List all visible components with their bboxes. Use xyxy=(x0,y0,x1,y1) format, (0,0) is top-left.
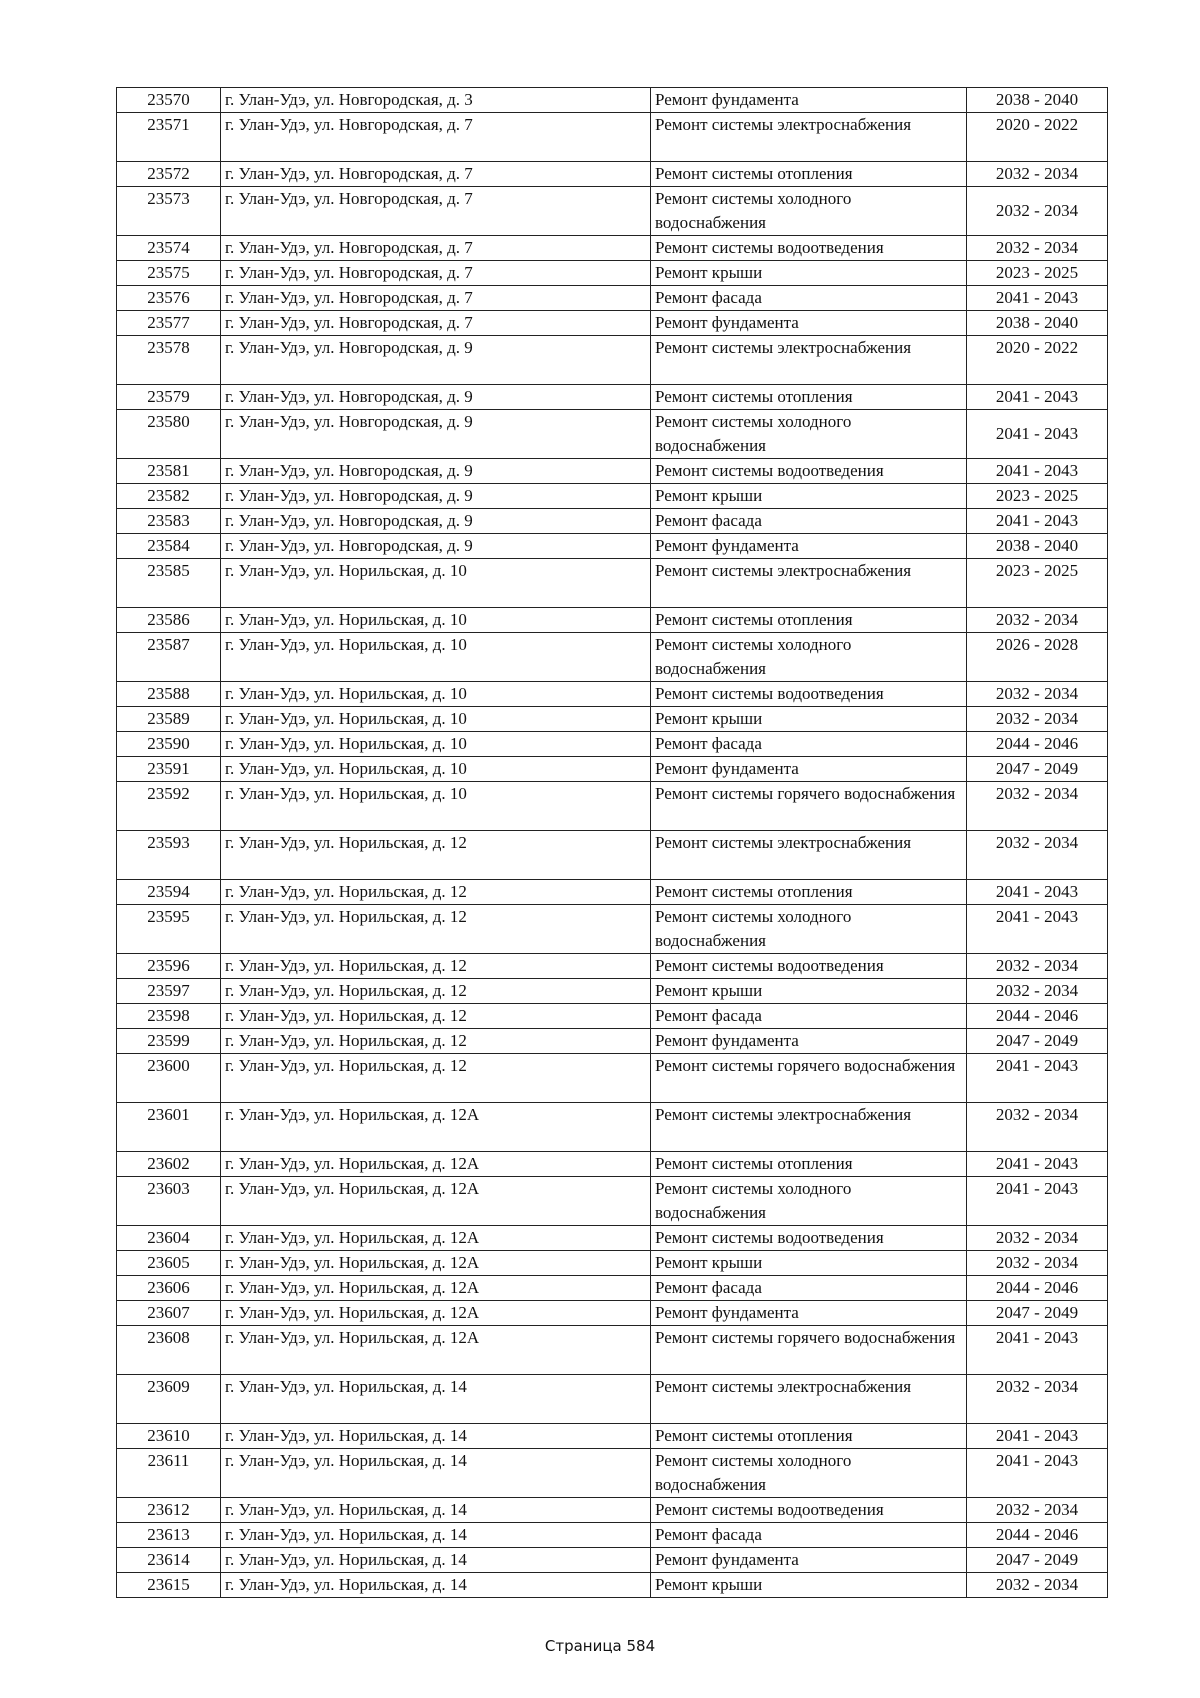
period-cell: 2041 - 2043 xyxy=(967,1177,1108,1226)
period-cell: 2041 - 2043 xyxy=(967,459,1108,484)
work-type-cell: Ремонт системы отопления xyxy=(651,880,967,905)
period-cell: 2038 - 2040 xyxy=(967,534,1108,559)
work-type-cell: Ремонт системы электроснабжения xyxy=(651,1103,967,1152)
table-row xyxy=(117,1326,1108,1375)
period-cell: 2032 - 2034 xyxy=(967,979,1108,1004)
table-row xyxy=(117,1276,1108,1301)
period-cell: 2032 - 2034 xyxy=(967,1226,1108,1251)
work-type-cell: Ремонт системы горячего водоснабжения xyxy=(651,782,967,831)
period-cell: 2044 - 2046 xyxy=(967,732,1108,757)
address-cell: г. Улан-Удэ, ул. Норильская, д. 10 xyxy=(221,732,651,757)
period-cell: 2044 - 2046 xyxy=(967,1004,1108,1029)
work-type-cell: Ремонт фундамента xyxy=(651,1301,967,1326)
row-number-cell: 23590 xyxy=(117,732,221,757)
address-cell: г. Улан-Удэ, ул. Норильская, д. 12 xyxy=(221,1029,651,1054)
period-cell: 2041 - 2043 xyxy=(967,1054,1108,1103)
row-number-cell: 23593 xyxy=(117,831,221,880)
address-cell: г. Улан-Удэ, ул. Норильская, д. 12 xyxy=(221,880,651,905)
table-row xyxy=(117,1177,1108,1226)
row-number-cell: 23570 xyxy=(117,88,221,113)
work-type-cell: Ремонт системы электроснабжения xyxy=(651,113,967,162)
table-row xyxy=(117,236,1108,261)
period-cell: 2038 - 2040 xyxy=(967,88,1108,113)
period-cell: 2041 - 2043 xyxy=(967,1424,1108,1449)
table-row xyxy=(117,1251,1108,1276)
address-cell: г. Улан-Удэ, ул. Норильская, д. 14 xyxy=(221,1375,651,1424)
row-number-cell: 23611 xyxy=(117,1449,221,1498)
period-cell: 2032 - 2034 xyxy=(967,1573,1108,1598)
address-cell: г. Улан-Удэ, ул. Новгородская, д. 9 xyxy=(221,336,651,385)
work-type-cell: Ремонт системы электроснабжения xyxy=(651,831,967,880)
address-cell: г. Улан-Удэ, ул. Норильская, д. 12 xyxy=(221,1004,651,1029)
table-row xyxy=(117,1523,1108,1548)
row-number-cell: 23603 xyxy=(117,1177,221,1226)
work-type-cell: Ремонт системы водоотведения xyxy=(651,459,967,484)
row-number-cell: 23598 xyxy=(117,1004,221,1029)
row-number-cell: 23588 xyxy=(117,682,221,707)
period-cell: 2041 - 2043 xyxy=(967,905,1108,954)
address-cell: г. Улан-Удэ, ул. Норильская, д. 12А xyxy=(221,1226,651,1251)
table-row xyxy=(117,1103,1108,1152)
row-number-cell: 23606 xyxy=(117,1276,221,1301)
period-cell: 2020 - 2022 xyxy=(967,113,1108,162)
address-cell: г. Улан-Удэ, ул. Норильская, д. 12 xyxy=(221,1054,651,1103)
row-number-cell: 23577 xyxy=(117,311,221,336)
period-cell: 2032 - 2034 xyxy=(967,162,1108,187)
table-row xyxy=(117,261,1108,286)
address-cell: г. Улан-Удэ, ул. Новгородская, д. 7 xyxy=(221,286,651,311)
period-cell: 2023 - 2025 xyxy=(967,484,1108,509)
period-cell: 2041 - 2043 xyxy=(967,410,1108,459)
table-row xyxy=(117,608,1108,633)
address-cell: г. Улан-Удэ, ул. Норильская, д. 10 xyxy=(221,682,651,707)
period-cell: 2044 - 2046 xyxy=(967,1276,1108,1301)
period-cell: 2032 - 2034 xyxy=(967,707,1108,732)
row-number-cell: 23613 xyxy=(117,1523,221,1548)
period-cell: 2032 - 2034 xyxy=(967,682,1108,707)
work-type-cell: Ремонт крыши xyxy=(651,1573,967,1598)
address-cell: г. Улан-Удэ, ул. Норильская, д. 14 xyxy=(221,1424,651,1449)
work-type-cell: Ремонт системы отопления xyxy=(651,608,967,633)
address-cell: г. Улан-Удэ, ул. Норильская, д. 10 xyxy=(221,782,651,831)
work-type-cell: Ремонт крыши xyxy=(651,261,967,286)
table-row xyxy=(117,954,1108,979)
row-number-cell: 23576 xyxy=(117,286,221,311)
row-number-cell: 23573 xyxy=(117,187,221,236)
table-row xyxy=(117,757,1108,782)
work-type-cell: Ремонт системы водоотведения xyxy=(651,1498,967,1523)
row-number-cell: 23596 xyxy=(117,954,221,979)
table-row xyxy=(117,1029,1108,1054)
table-row xyxy=(117,113,1108,162)
table-row xyxy=(117,1226,1108,1251)
row-number-cell: 23583 xyxy=(117,509,221,534)
address-cell: г. Улан-Удэ, ул. Норильская, д. 12 xyxy=(221,954,651,979)
page-number: Страница 584 xyxy=(544,1637,656,1655)
row-number-cell: 23604 xyxy=(117,1226,221,1251)
table-row xyxy=(117,1449,1108,1498)
work-type-cell: Ремонт фундамента xyxy=(651,311,967,336)
period-cell: 2038 - 2040 xyxy=(967,311,1108,336)
table-row xyxy=(117,880,1108,905)
row-number-cell: 23572 xyxy=(117,162,221,187)
period-cell: 2041 - 2043 xyxy=(967,880,1108,905)
address-cell: г. Улан-Удэ, ул. Новгородская, д. 9 xyxy=(221,385,651,410)
table-row xyxy=(117,1424,1108,1449)
table-row xyxy=(117,1152,1108,1177)
row-number-cell: 23615 xyxy=(117,1573,221,1598)
work-type-cell: Ремонт системы горячего водоснабжения xyxy=(651,1326,967,1375)
repair-schedule-table xyxy=(116,87,1108,1598)
address-cell: г. Улан-Удэ, ул. Новгородская, д. 3 xyxy=(221,88,651,113)
period-cell: 2032 - 2034 xyxy=(967,782,1108,831)
address-cell: г. Улан-Удэ, ул. Новгородская, д. 9 xyxy=(221,484,651,509)
work-type-cell: Ремонт системы холодного водоснабжения xyxy=(651,187,967,236)
row-number-cell: 23608 xyxy=(117,1326,221,1375)
table-row xyxy=(117,707,1108,732)
period-cell: 2041 - 2043 xyxy=(967,1326,1108,1375)
table-row xyxy=(117,459,1108,484)
period-cell: 2047 - 2049 xyxy=(967,1029,1108,1054)
address-cell: г. Улан-Удэ, ул. Норильская, д. 14 xyxy=(221,1498,651,1523)
row-number-cell: 23600 xyxy=(117,1054,221,1103)
table-row xyxy=(117,1548,1108,1573)
work-type-cell: Ремонт крыши xyxy=(651,1251,967,1276)
row-number-cell: 23614 xyxy=(117,1548,221,1573)
work-type-cell: Ремонт системы водоотведения xyxy=(651,682,967,707)
table-row xyxy=(117,484,1108,509)
work-type-cell: Ремонт фундамента xyxy=(651,1029,967,1054)
work-type-cell: Ремонт системы холодного водоснабжения xyxy=(651,633,967,682)
work-type-cell: Ремонт системы отопления xyxy=(651,162,967,187)
work-type-cell: Ремонт фундамента xyxy=(651,1548,967,1573)
address-cell: г. Улан-Удэ, ул. Норильская, д. 10 xyxy=(221,559,651,608)
address-cell: г. Улан-Удэ, ул. Новгородская, д. 7 xyxy=(221,187,651,236)
work-type-cell: Ремонт системы водоотведения xyxy=(651,236,967,261)
row-number-cell: 23578 xyxy=(117,336,221,385)
address-cell: г. Улан-Удэ, ул. Норильская, д. 10 xyxy=(221,633,651,682)
work-type-cell: Ремонт фундамента xyxy=(651,534,967,559)
period-cell: 2032 - 2034 xyxy=(967,831,1108,880)
table-row xyxy=(117,1301,1108,1326)
row-number-cell: 23571 xyxy=(117,113,221,162)
work-type-cell: Ремонт фасада xyxy=(651,509,967,534)
work-type-cell: Ремонт системы холодного водоснабжения xyxy=(651,1177,967,1226)
table-row xyxy=(117,88,1108,113)
work-type-cell: Ремонт системы водоотведения xyxy=(651,954,967,979)
row-number-cell: 23587 xyxy=(117,633,221,682)
address-cell: г. Улан-Удэ, ул. Норильская, д. 14 xyxy=(221,1523,651,1548)
row-number-cell: 23575 xyxy=(117,261,221,286)
work-type-cell: Ремонт системы водоотведения xyxy=(651,1226,967,1251)
row-number-cell: 23586 xyxy=(117,608,221,633)
row-number-cell: 23579 xyxy=(117,385,221,410)
table-row xyxy=(117,905,1108,954)
table-row xyxy=(117,311,1108,336)
address-cell: г. Улан-Удэ, ул. Норильская, д. 12А xyxy=(221,1177,651,1226)
period-cell: 2032 - 2034 xyxy=(967,1498,1108,1523)
period-cell: 2023 - 2025 xyxy=(967,559,1108,608)
address-cell: г. Улан-Удэ, ул. Новгородская, д. 7 xyxy=(221,311,651,336)
address-cell: г. Улан-Удэ, ул. Норильская, д. 10 xyxy=(221,707,651,732)
table-row xyxy=(117,682,1108,707)
address-cell: г. Улан-Удэ, ул. Норильская, д. 12А xyxy=(221,1251,651,1276)
table-row xyxy=(117,633,1108,682)
row-number-cell: 23584 xyxy=(117,534,221,559)
table-row xyxy=(117,559,1108,608)
work-type-cell: Ремонт системы электроснабжения xyxy=(651,336,967,385)
period-cell: 2032 - 2034 xyxy=(967,1251,1108,1276)
period-cell: 2032 - 2034 xyxy=(967,1103,1108,1152)
row-number-cell: 23581 xyxy=(117,459,221,484)
row-number-cell: 23580 xyxy=(117,410,221,459)
work-type-cell: Ремонт фасада xyxy=(651,286,967,311)
row-number-cell: 23597 xyxy=(117,979,221,1004)
period-cell: 2032 - 2034 xyxy=(967,187,1108,236)
work-type-cell: Ремонт фундамента xyxy=(651,757,967,782)
row-number-cell: 23607 xyxy=(117,1301,221,1326)
table-row xyxy=(117,831,1108,880)
table-row xyxy=(117,732,1108,757)
row-number-cell: 23595 xyxy=(117,905,221,954)
work-type-cell: Ремонт системы отопления xyxy=(651,1424,967,1449)
address-cell: г. Улан-Удэ, ул. Новгородская, д. 7 xyxy=(221,162,651,187)
period-cell: 2041 - 2043 xyxy=(967,1152,1108,1177)
work-type-cell: Ремонт фундамента xyxy=(651,88,967,113)
row-number-cell: 23585 xyxy=(117,559,221,608)
period-cell: 2023 - 2025 xyxy=(967,261,1108,286)
table-row xyxy=(117,1375,1108,1424)
address-cell: г. Улан-Удэ, ул. Норильская, д. 14 xyxy=(221,1573,651,1598)
address-cell: г. Улан-Удэ, ул. Новгородская, д. 7 xyxy=(221,113,651,162)
address-cell: г. Улан-Удэ, ул. Норильская, д. 12А xyxy=(221,1301,651,1326)
period-cell: 2047 - 2049 xyxy=(967,1548,1108,1573)
table-row xyxy=(117,187,1108,236)
row-number-cell: 23594 xyxy=(117,880,221,905)
address-cell: г. Улан-Удэ, ул. Норильская, д. 12 xyxy=(221,831,651,880)
work-type-cell: Ремонт системы отопления xyxy=(651,1152,967,1177)
table-row xyxy=(117,162,1108,187)
row-number-cell: 23591 xyxy=(117,757,221,782)
row-number-cell: 23609 xyxy=(117,1375,221,1424)
table-row xyxy=(117,979,1108,1004)
address-cell: г. Улан-Удэ, ул. Норильская, д. 12 xyxy=(221,979,651,1004)
period-cell: 2032 - 2034 xyxy=(967,1375,1108,1424)
address-cell: г. Улан-Удэ, ул. Норильская, д. 12А xyxy=(221,1103,651,1152)
address-cell: г. Улан-Удэ, ул. Новгородская, д. 9 xyxy=(221,534,651,559)
period-cell: 2026 - 2028 xyxy=(967,633,1108,682)
address-cell: г. Улан-Удэ, ул. Новгородская, д. 7 xyxy=(221,236,651,261)
address-cell: г. Улан-Удэ, ул. Новгородская, д. 9 xyxy=(221,459,651,484)
table-row xyxy=(117,509,1108,534)
row-number-cell: 23610 xyxy=(117,1424,221,1449)
work-type-cell: Ремонт системы электроснабжения xyxy=(651,1375,967,1424)
table-row xyxy=(117,286,1108,311)
table-row xyxy=(117,782,1108,831)
table-row xyxy=(117,1004,1108,1029)
work-type-cell: Ремонт крыши xyxy=(651,707,967,732)
work-type-cell: Ремонт системы горячего водоснабжения xyxy=(651,1054,967,1103)
period-cell: 2032 - 2034 xyxy=(967,236,1108,261)
address-cell: г. Улан-Удэ, ул. Новгородская, д. 9 xyxy=(221,509,651,534)
work-type-cell: Ремонт системы отопления xyxy=(651,385,967,410)
row-number-cell: 23602 xyxy=(117,1152,221,1177)
period-cell: 2032 - 2034 xyxy=(967,954,1108,979)
period-cell: 2041 - 2043 xyxy=(967,286,1108,311)
table-row xyxy=(117,1573,1108,1598)
period-cell: 2047 - 2049 xyxy=(967,1301,1108,1326)
row-number-cell: 23592 xyxy=(117,782,221,831)
row-number-cell: 23582 xyxy=(117,484,221,509)
address-cell: г. Улан-Удэ, ул. Новгородская, д. 9 xyxy=(221,410,651,459)
row-number-cell: 23574 xyxy=(117,236,221,261)
address-cell: г. Улан-Удэ, ул. Норильская, д. 14 xyxy=(221,1449,651,1498)
work-type-cell: Ремонт фасада xyxy=(651,1276,967,1301)
table-row xyxy=(117,385,1108,410)
row-number-cell: 23612 xyxy=(117,1498,221,1523)
work-type-cell: Ремонт крыши xyxy=(651,979,967,1004)
table-row xyxy=(117,336,1108,385)
table-row xyxy=(117,1498,1108,1523)
address-cell: г. Улан-Удэ, ул. Норильская, д. 12А xyxy=(221,1276,651,1301)
work-type-cell: Ремонт фасада xyxy=(651,732,967,757)
address-cell: г. Улан-Удэ, ул. Норильская, д. 10 xyxy=(221,757,651,782)
period-cell: 2020 - 2022 xyxy=(967,336,1108,385)
table-row xyxy=(117,410,1108,459)
period-cell: 2032 - 2034 xyxy=(967,608,1108,633)
table-row xyxy=(117,1054,1108,1103)
table-row xyxy=(117,534,1108,559)
row-number-cell: 23599 xyxy=(117,1029,221,1054)
work-type-cell: Ремонт крыши xyxy=(651,484,967,509)
work-type-cell: Ремонт системы холодного водоснабжения xyxy=(651,410,967,459)
period-cell: 2044 - 2046 xyxy=(967,1523,1108,1548)
address-cell: г. Улан-Удэ, ул. Норильская, д. 12 xyxy=(221,905,651,954)
row-number-cell: 23605 xyxy=(117,1251,221,1276)
work-type-cell: Ремонт системы холодного водоснабжения xyxy=(651,1449,967,1498)
row-number-cell: 23601 xyxy=(117,1103,221,1152)
period-cell: 2047 - 2049 xyxy=(967,757,1108,782)
work-type-cell: Ремонт системы холодного водоснабжения xyxy=(651,905,967,954)
period-cell: 2041 - 2043 xyxy=(967,385,1108,410)
work-type-cell: Ремонт системы электроснабжения xyxy=(651,559,967,608)
address-cell: г. Улан-Удэ, ул. Новгородская, д. 7 xyxy=(221,261,651,286)
row-number-cell: 23589 xyxy=(117,707,221,732)
period-cell: 2041 - 2043 xyxy=(967,509,1108,534)
address-cell: г. Улан-Удэ, ул. Норильская, д. 12А xyxy=(221,1326,651,1375)
table-body xyxy=(117,88,1108,1598)
period-cell: 2041 - 2043 xyxy=(967,1449,1108,1498)
work-type-cell: Ремонт фасада xyxy=(651,1004,967,1029)
address-cell: г. Улан-Удэ, ул. Норильская, д. 12А xyxy=(221,1152,651,1177)
address-cell: г. Улан-Удэ, ул. Норильская, д. 10 xyxy=(221,608,651,633)
work-type-cell: Ремонт фасада xyxy=(651,1523,967,1548)
address-cell: г. Улан-Удэ, ул. Норильская, д. 14 xyxy=(221,1548,651,1573)
